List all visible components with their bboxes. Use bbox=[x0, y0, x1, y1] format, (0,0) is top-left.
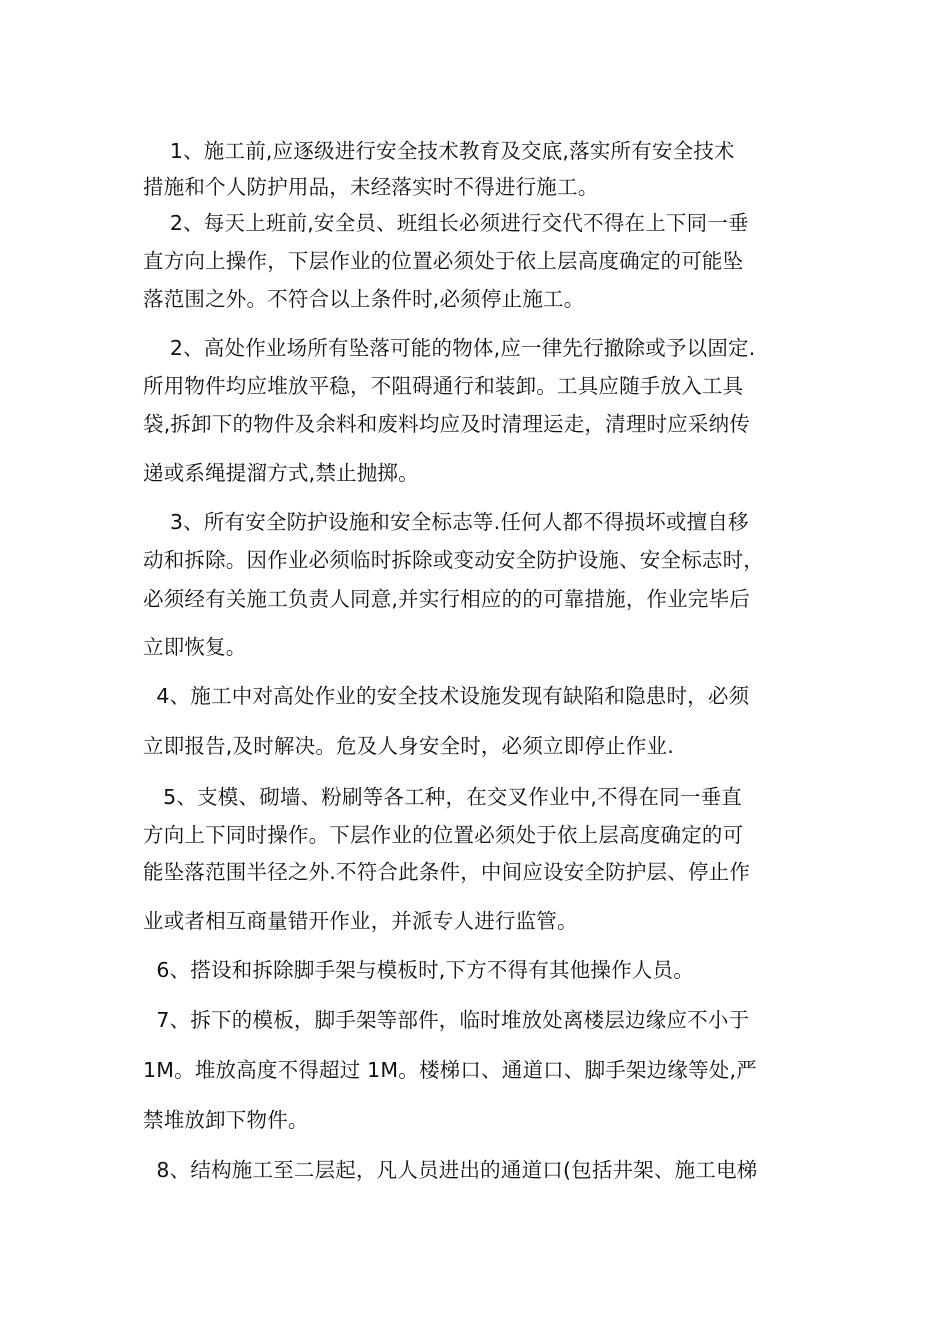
text-line: 4、施工中对高处作业的安全技术设施发现有缺陷和隐患时，必须 bbox=[143, 684, 750, 708]
text-line: 袋,拆卸下的物件及余料和废料均应及时清理运走，清理时应采纳传 bbox=[143, 412, 751, 436]
text-line: 动和拆除。因作业必须临时拆除或变动安全防护设施、安全标志时， bbox=[143, 548, 764, 572]
text-line: 2、每天上班前,安全员、班组长必须进行交代不得在上下同一垂 bbox=[143, 211, 749, 235]
text-line: 方向上下同时操作。下层作业的位置必须处于依上层高度确定的可 bbox=[143, 823, 744, 847]
text-line: 落范围之外。不符合以上条件时,必须停止施工。 bbox=[143, 287, 585, 311]
text-line: 立即恢复。 bbox=[143, 635, 247, 659]
text-line: 3、所有安全防护设施和安全标志等.任何人都不得损坏或擅自移 bbox=[143, 510, 749, 534]
text-line: 5、支模、砌墙、粉刷等各工种，在交叉作业中,不得在同一垂直 bbox=[143, 785, 743, 809]
text-line: 1M。堆放高度不得超过 1M。楼梯口、通道口、脚手架边缘等处,严 bbox=[143, 1058, 757, 1082]
text-line: 8、结构施工至二层起，凡人员进出的通道口(包括井架、施工电梯 bbox=[143, 1158, 758, 1182]
text-line: 措施和个人防护用品，未经落实时不得进行施工。 bbox=[143, 175, 599, 199]
text-line: 1、施工前,应逐级进行安全技术教育及交底,落实所有安全技术 bbox=[143, 139, 735, 163]
text-line: 禁堆放卸下物件。 bbox=[143, 1108, 309, 1132]
text-line: 2、高处作业场所有坠落可能的物体,应一律先行撤除或予以固定. bbox=[143, 336, 756, 360]
text-line: 直方向上操作，下层作业的位置必须处于依上层高度确定的可能坠 bbox=[143, 249, 744, 273]
text-line: 业或者相互商量错开作业，并派专人进行监管。 bbox=[143, 909, 578, 933]
text-line: 立即报告,及时解决。危及人身安全时，必须立即停止作业. bbox=[143, 734, 674, 758]
text-line: 能坠落范围半径之外.不符合此条件，中间应设安全防护层、停止作 bbox=[143, 860, 751, 884]
text-line: 递或系绳提溜方式,禁止抛掷。 bbox=[143, 461, 419, 485]
text-line: 所用物件均应堆放平稳，不阻碍通行和装卸。工具应随手放入工具 bbox=[143, 374, 744, 398]
text-line: 必须经有关施工负责人同意,并实行相应的的可靠措施，作业完毕后 bbox=[143, 587, 751, 611]
text-line: 6、搭设和拆除脚手架与模板时,下方不得有其他操作人员。 bbox=[143, 958, 694, 982]
text-line: 7、拆下的模板，脚手架等部件，临时堆放处离楼层边缘应不小于 bbox=[143, 1008, 750, 1032]
